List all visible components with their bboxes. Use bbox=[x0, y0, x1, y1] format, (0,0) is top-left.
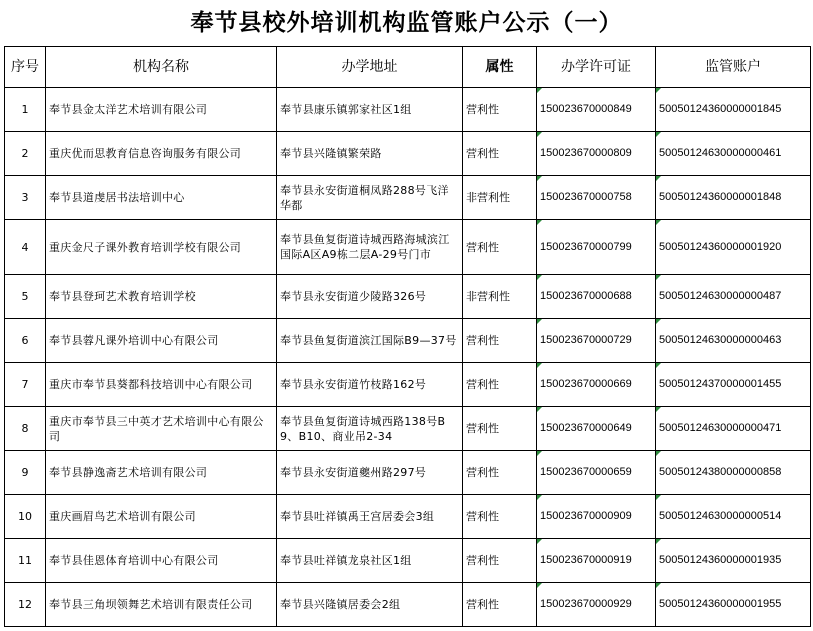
cell-no: 7 bbox=[5, 363, 46, 407]
cell-attr: 营利性 bbox=[463, 88, 537, 132]
cell-name: 重庆市奉节县三中英才艺术培训中心有限公司 bbox=[46, 407, 277, 451]
header-name: 机构名称 bbox=[46, 47, 277, 88]
cell-name: 奉节县蓉凡课外培训中心有限公司 bbox=[46, 319, 277, 363]
header-license: 办学许可证 bbox=[537, 47, 656, 88]
cell-attr: 非营利性 bbox=[463, 275, 537, 319]
cell-attr: 营利性 bbox=[463, 539, 537, 583]
cell-address: 奉节县吐祥镇龙泉社区1组 bbox=[277, 539, 463, 583]
cell-account: 50050124630000000471 bbox=[656, 407, 811, 451]
cell-name: 重庆优而思教育信息咨询服务有限公司 bbox=[46, 132, 277, 176]
cell-no: 5 bbox=[5, 275, 46, 319]
cell-attr: 营利性 bbox=[463, 451, 537, 495]
cell-account: 50050124380000000858 bbox=[656, 451, 811, 495]
cell-account: 50050124360000001920 bbox=[656, 220, 811, 275]
cell-license: 150023670000919 bbox=[537, 539, 656, 583]
cell-address: 奉节县鱼复街道诗城西路海城滨江国际A区A9栋二层A-29号门市 bbox=[277, 220, 463, 275]
table-row bbox=[5, 495, 811, 539]
cell-attr: 营利性 bbox=[463, 495, 537, 539]
cell-address: 奉节县永安街道夔州路297号 bbox=[277, 451, 463, 495]
cell-no: 12 bbox=[5, 583, 46, 627]
cell-attr: 营利性 bbox=[463, 319, 537, 363]
table-row bbox=[5, 132, 811, 176]
cell-address: 奉节县康乐镇郭家社区1组 bbox=[277, 88, 463, 132]
cell-account: 50050124360000001935 bbox=[656, 539, 811, 583]
cell-no: 1 bbox=[5, 88, 46, 132]
cell-attr: 营利性 bbox=[463, 583, 537, 627]
table-row bbox=[5, 176, 811, 220]
cell-account: 50050124360000001955 bbox=[656, 583, 811, 627]
cell-no: 3 bbox=[5, 176, 46, 220]
cell-address: 奉节县永安街道桐凤路288号飞洋华都 bbox=[277, 176, 463, 220]
cell-license: 150023670000649 bbox=[537, 407, 656, 451]
cell-no: 11 bbox=[5, 539, 46, 583]
cell-address: 奉节县吐祥镇禹王宫居委会3组 bbox=[277, 495, 463, 539]
table-row bbox=[5, 275, 811, 319]
cell-license: 150023670000688 bbox=[537, 275, 656, 319]
table-row bbox=[5, 451, 811, 495]
cell-license: 150023670000809 bbox=[537, 132, 656, 176]
table-row bbox=[5, 583, 811, 627]
table-row bbox=[5, 539, 811, 583]
cell-attr: 营利性 bbox=[463, 407, 537, 451]
cell-name: 奉节县静逸斋艺术培训有限公司 bbox=[46, 451, 277, 495]
cell-name: 奉节县金太洋艺术培训有限公司 bbox=[46, 88, 277, 132]
table-row bbox=[5, 407, 811, 451]
accounts-table bbox=[4, 46, 811, 627]
cell-attr: 营利性 bbox=[463, 132, 537, 176]
cell-name: 重庆画眉鸟艺术培训有限公司 bbox=[46, 495, 277, 539]
cell-address: 奉节县永安街道竹枝路162号 bbox=[277, 363, 463, 407]
header-account: 监管账户 bbox=[656, 47, 811, 88]
cell-attr: 非营利性 bbox=[463, 176, 537, 220]
cell-address: 奉节县鱼复街道诗城西路138号B9、B10、商业吊2-34 bbox=[277, 407, 463, 451]
cell-license: 150023670000849 bbox=[537, 88, 656, 132]
cell-name: 奉节县道虔居书法培训中心 bbox=[46, 176, 277, 220]
cell-no: 8 bbox=[5, 407, 46, 451]
cell-account: 50050124360000001848 bbox=[656, 176, 811, 220]
cell-account: 50050124360000001845 bbox=[656, 88, 811, 132]
table-row bbox=[5, 363, 811, 407]
cell-no: 9 bbox=[5, 451, 46, 495]
cell-name: 奉节县三角坝领舞艺术培训有限责任公司 bbox=[46, 583, 277, 627]
cell-address: 奉节县鱼复街道滨江国际B9—37号 bbox=[277, 319, 463, 363]
cell-license: 150023670000929 bbox=[537, 583, 656, 627]
table-row bbox=[5, 319, 811, 363]
cell-license: 150023670000799 bbox=[537, 220, 656, 275]
header-no: 序号 bbox=[5, 47, 46, 88]
cell-address: 奉节县兴隆镇居委会2组 bbox=[277, 583, 463, 627]
cell-no: 4 bbox=[5, 220, 46, 275]
cell-no: 10 bbox=[5, 495, 46, 539]
header-address: 办学地址 bbox=[277, 47, 463, 88]
cell-account: 50050124630000000487 bbox=[656, 275, 811, 319]
cell-license: 150023670000758 bbox=[537, 176, 656, 220]
table-row bbox=[5, 220, 811, 275]
cell-no: 2 bbox=[5, 132, 46, 176]
cell-account: 50050124630000000463 bbox=[656, 319, 811, 363]
header-row bbox=[5, 47, 811, 88]
cell-license: 150023670000659 bbox=[537, 451, 656, 495]
cell-attr: 营利性 bbox=[463, 363, 537, 407]
cell-address: 奉节县兴隆镇繁荣路 bbox=[277, 132, 463, 176]
cell-name: 重庆金尺子课外教育培训学校有限公司 bbox=[46, 220, 277, 275]
cell-name: 重庆市奉节县葵都科技培训中心有限公司 bbox=[46, 363, 277, 407]
cell-account: 50050124370000001455 bbox=[656, 363, 811, 407]
cell-license: 150023670000909 bbox=[537, 495, 656, 539]
table-row bbox=[5, 88, 811, 132]
header-attr: 属性 bbox=[463, 47, 537, 88]
cell-name: 奉节县佳恩体育培训中心有限公司 bbox=[46, 539, 277, 583]
cell-no: 6 bbox=[5, 319, 46, 363]
cell-attr: 营利性 bbox=[463, 220, 537, 275]
cell-name: 奉节县登珂艺术教育培训学校 bbox=[46, 275, 277, 319]
cell-license: 150023670000729 bbox=[537, 319, 656, 363]
cell-account: 50050124630000000514 bbox=[656, 495, 811, 539]
cell-license: 150023670000669 bbox=[537, 363, 656, 407]
cell-address: 奉节县永安街道少陵路326号 bbox=[277, 275, 463, 319]
page-title: 奉节县校外培训机构监管账户公示（一） bbox=[190, 9, 623, 36]
cell-account: 50050124630000000461 bbox=[656, 132, 811, 176]
